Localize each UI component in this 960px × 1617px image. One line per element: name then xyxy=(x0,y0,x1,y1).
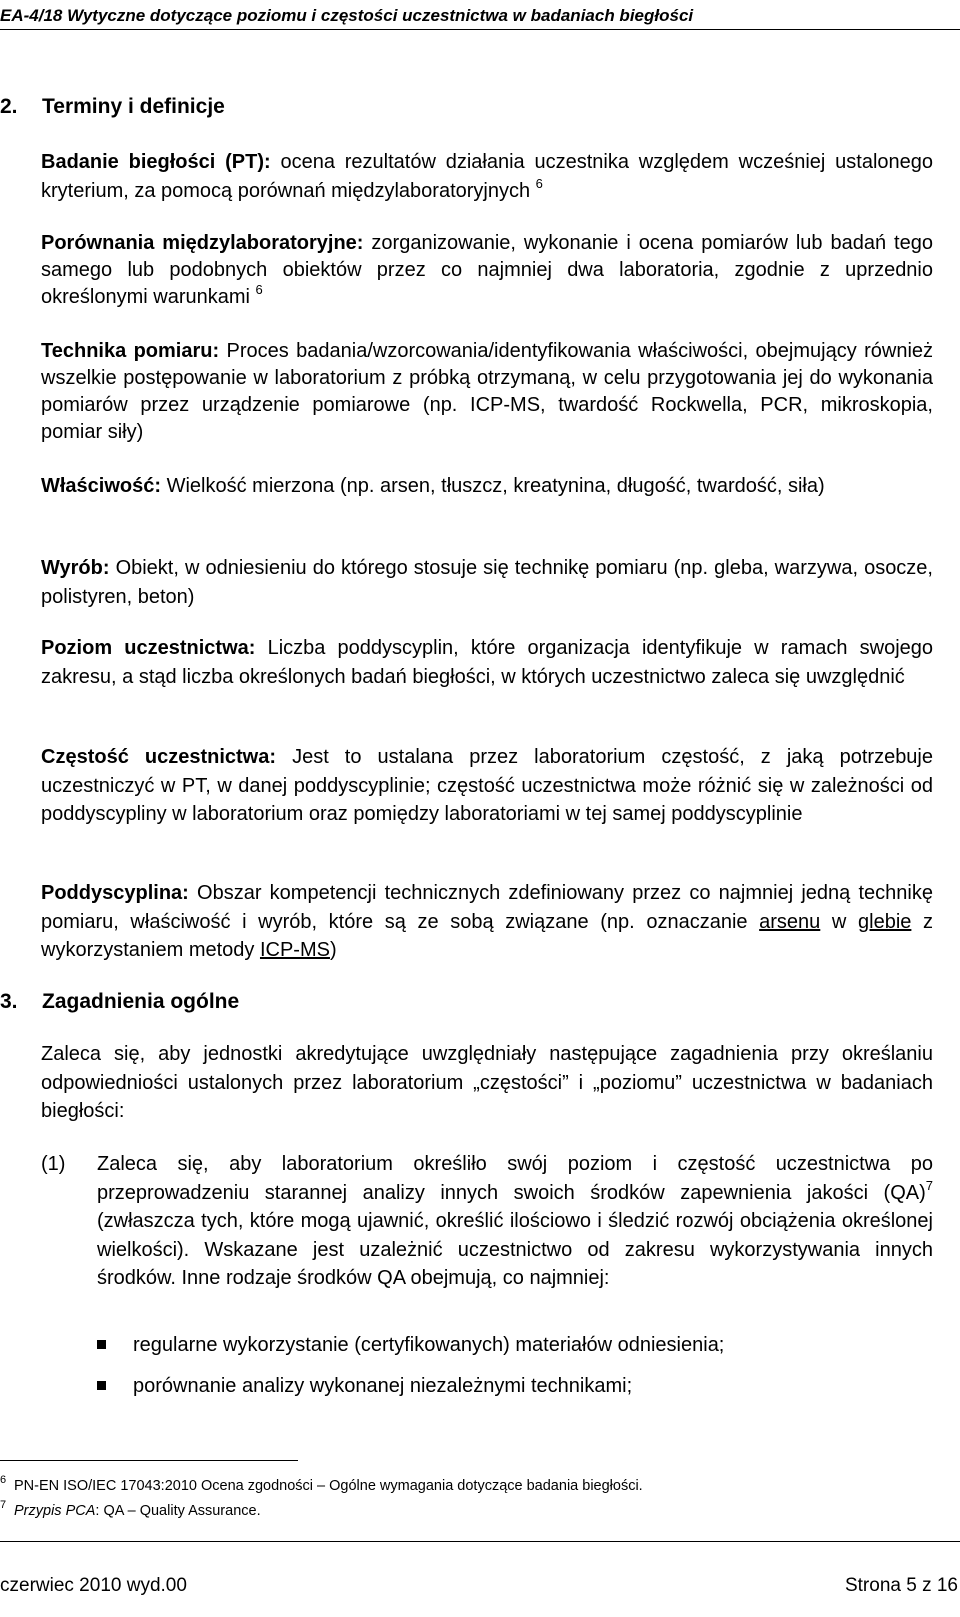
section-title: Zagadnienia ogólne xyxy=(42,990,240,1013)
definition-term: Porównania międzylaboratoryjne: xyxy=(41,232,364,254)
footnote-text: : QA – Quality Assurance. xyxy=(95,1503,261,1519)
footnote-text: PN-EN ISO/IEC 17043:2010 Ocena zgodności – Ogólne wymagania dotyczące badania biegłości. xyxy=(14,1478,643,1494)
definition-subdiscipline xyxy=(41,879,933,965)
definition-text: Obszar kompetencji technicznych zdefiniowany przez co najmniej jedną technikę pomiaru, właściwość i wyrób, które są ze sobą związane (np. oznaczanie xyxy=(41,882,933,933)
definition-term: Częstość uczestnictwa: xyxy=(41,746,277,768)
bullet-text: porównanie analizy wykonanej niezależnymi technikami; xyxy=(133,1375,633,1397)
definition-term: Właściwość: xyxy=(41,475,162,497)
footnote-separator xyxy=(0,1460,298,1461)
underlined-term: ICP-MS xyxy=(259,939,330,961)
definition-term: Badanie biegłości (PT): xyxy=(41,151,271,173)
square-bullet-icon xyxy=(97,1381,106,1390)
footnote-ref: 6 xyxy=(535,175,543,191)
item-text-part: Zaleca się, aby laboratorium określiło swój poziom i częstość uczestnictwa po przeprowadzeniu starannej analizy innych swoich środków zapewnienia jakości (QA) xyxy=(97,1153,933,1204)
definition-term: Technika pomiaru: xyxy=(41,340,220,362)
definition-interlaboratory-comparisons xyxy=(41,230,933,311)
definition-term: Poziom uczestnictwa: xyxy=(41,637,256,659)
footnote-italic-text: Przypis PCA xyxy=(14,1503,96,1519)
definition-text: zorganizowanie, wykonanie i ocena pomiarów lub badań tego samego lub podobnych obiektów przez co najmniej dwa laboratoria, zgodnie z uprzednio określonymi warunkami xyxy=(41,232,933,308)
footnote-ref: 6 xyxy=(255,282,263,297)
section-number: 2. xyxy=(0,95,18,118)
footer-date: czerwiec 2010 wyd.00 xyxy=(0,1575,187,1596)
bullet-text: regularne wykorzystanie (certyfikowanych) materiałów odniesienia; xyxy=(133,1334,725,1356)
definition-participation-frequency xyxy=(41,743,933,829)
numbered-item-1 xyxy=(41,1150,933,1320)
definition-text: ) xyxy=(329,939,337,961)
definition-property xyxy=(41,472,933,501)
underlined-term: arsenu xyxy=(759,910,821,933)
definition-text: Jest to ustalana przez laboratorium częstość, z jaką potrzebuje uczestniczyć w PT, w danej poddyscyplinie; częstość uczestnictwa może różnić się w zależności od poddyscypliny w laboratorium oraz pomiędzy laboratoriami w tej samej poddyscyplinie xyxy=(41,746,934,825)
definition-product xyxy=(41,554,933,611)
definition-text: Proces badania/wzorcowania/identyfikowania właściwości, obejmujący również wszelkie postępowanie w laboratorium z próbką otrzymaną, w celu przygotowania jej do wykonania pomiarów przez urządzenie pomiarowe (np. ICP-MS, twardość Rockwella, PCR, mikroskopia, pomiar siły) xyxy=(41,340,934,443)
definition-measurement-technique xyxy=(41,338,933,446)
page-number: Strona 5 z 16 xyxy=(844,1575,958,1596)
definition-term: Poddyscyplina: xyxy=(41,882,189,904)
footnote-6: $^6$ PN-EN ISO/IEC 17043:2010 Ocena zgodności – Ogólne wymagania dotyczące badania biegłości. xyxy=(0,1474,643,1494)
running-header: EA-4/18 Wytyczne dotyczące poziomu i częstości uczestnictwa w badaniach biegłości xyxy=(0,6,694,25)
definition-term: Wyrób: xyxy=(41,557,110,579)
item-text xyxy=(97,1150,933,1293)
definition-participation-level xyxy=(41,634,933,691)
definition-text: z wykorzystaniem metody xyxy=(41,910,934,961)
section-3-intro: Zaleca się, aby jednostki akredytujące uwzględniały następujące zagadnienia przy określaniu odpowiedniości ustalonych przez laboratorium „częstości” i „poziomu” uczestnictwa w badaniach biegłości: xyxy=(41,1043,933,1122)
definition-text: w xyxy=(820,910,858,933)
footer-rule xyxy=(0,1541,960,1542)
underlined-term: glebie xyxy=(858,910,912,933)
header-rule xyxy=(0,29,960,30)
footnote-7: $^7$ Przypis PCA: QA – Quality Assurance. xyxy=(0,1499,261,1519)
section-number: 3. xyxy=(0,990,18,1013)
definition-text: Wielkość mierzona (np. arsen, tłuszcz, kreatynina, długość, twardość, siła) xyxy=(161,475,825,497)
section-heading-2 xyxy=(0,94,225,120)
definition-text: Liczba poddyscyplin, które organizacja identyfikuje w ramach swojego zakresu, a stąd liczba określonych badań biegłości, w których uczestnictwo zaleca się uwzględnić xyxy=(41,637,934,688)
definition-text: Obiekt, w odniesieniu do którego stosuje się technikę pomiaru (np. gleba, warzywa, osocze, polistyren, beton) xyxy=(41,557,933,608)
item-text-part: (zwłaszcza tych, które mogą ujawnić, określić ilościowo i śledzić rozwój obciążenia określonej wielkości). Wskazane jest uzależnić uczestnictwo od zakresu wykorzystywania innych środków. Inne rodzaje środków QA obejmują, co najmniej: xyxy=(97,1210,933,1289)
footnote-ref: 7 xyxy=(925,1177,933,1193)
definition-text: ocena rezultatów działania uczestnika względem wcześniej ustalonego kryterium, za pomocą porównań międzylaboratoryjnych xyxy=(41,151,933,202)
section-title: Terminy i definicje xyxy=(42,95,225,118)
item-label: (1) xyxy=(41,1153,66,1175)
square-bullet-icon xyxy=(97,1340,106,1349)
definition-proficiency-testing xyxy=(41,148,933,205)
section-heading-3 xyxy=(0,989,239,1015)
